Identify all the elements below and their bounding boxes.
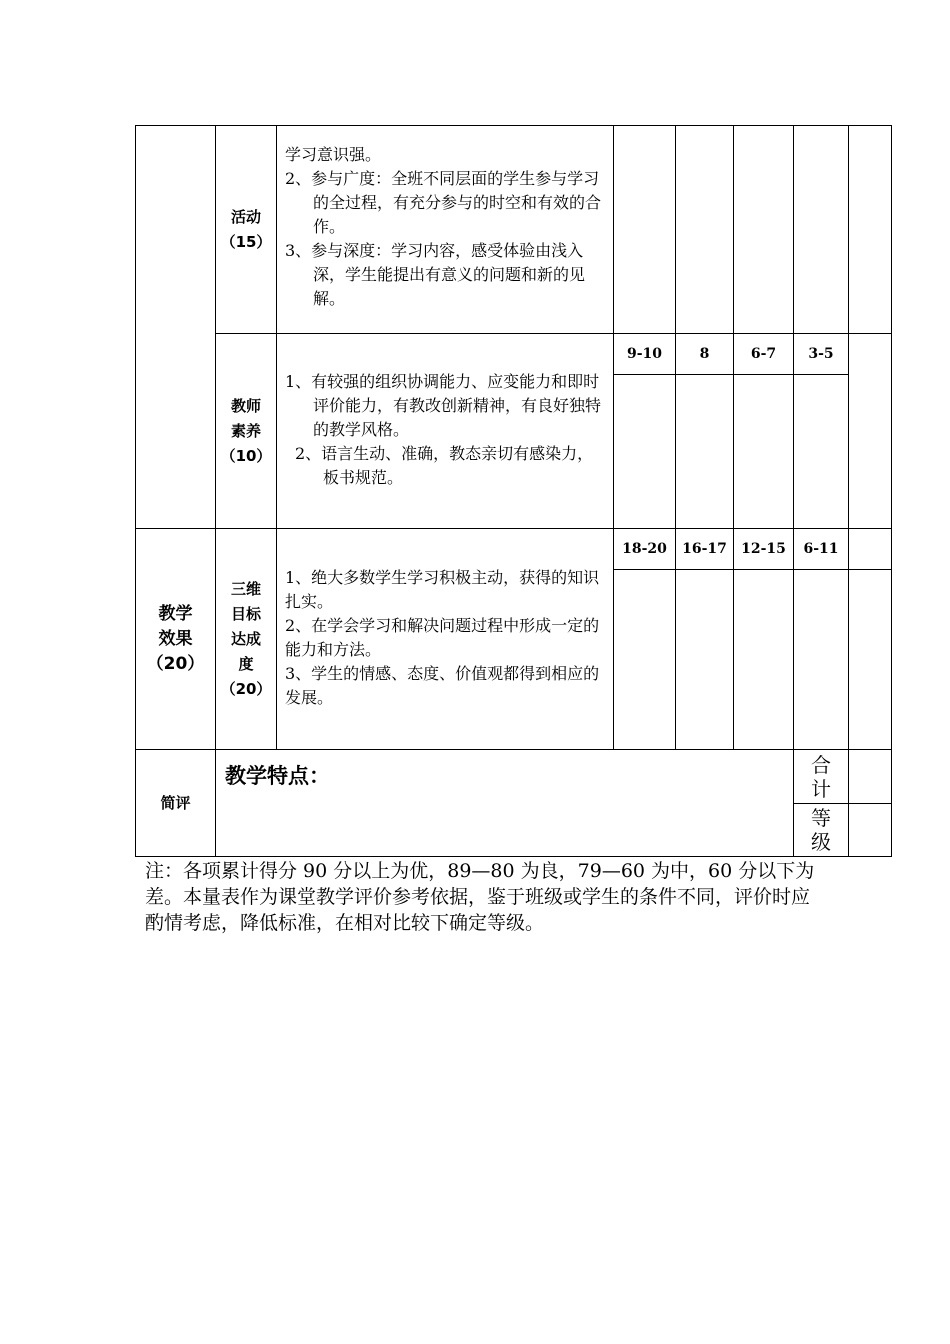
criteria-line: 2、参与广度：全班不同层面的学生参与学习的全过程，有充分参与的时空和有效的合作。: [285, 169, 602, 236]
col-divider: [733, 125, 734, 750]
col-divider: [848, 125, 849, 857]
criteria-line: 学习意识强。: [285, 145, 382, 164]
score-range: 18-20: [622, 541, 667, 557]
effect-category: 教学 效果 （20）: [146, 603, 205, 674]
teacher-label: 教师 素养 （10）: [220, 396, 272, 465]
score-range: 8: [699, 346, 710, 362]
score-range: 6-7: [750, 346, 777, 362]
footnote: 注：各项累计得分 90 分以上为优，89—80 为良，79—60 为中，60 分以下为差。本量表作为课堂教学评价参考依据，鉴于班级或学生的条件不同，评价时应酌情考虑，降低标准，在相对比较下确定等级。: [145, 860, 815, 934]
score-range: 3-5: [808, 346, 834, 362]
col-divider: [613, 125, 614, 750]
effect-criteria: [285, 566, 607, 710]
criteria-line: 2、在学会学习和解决问题过程中形成一定的能力和方法。: [285, 616, 600, 659]
score-divider: [613, 374, 848, 375]
score-range: 12-15: [741, 541, 786, 557]
criteria-line: 2、语言生动、准确，教态亲切有感染力，板书规范。: [295, 444, 594, 487]
score-range: 9-10: [626, 346, 663, 362]
effect-label: 三维 目标 达成 度 （20）: [220, 579, 272, 698]
total-label: 合 计: [811, 752, 831, 801]
table-border-bottom: [135, 856, 892, 857]
activity-criteria: [285, 143, 607, 311]
criteria-line: 1、绝大多数学生学习积极主动，获得的知识扎实。: [285, 568, 600, 611]
score-range: 6-11: [803, 541, 839, 557]
criteria-line: 3、学生的情感、态度、价值观都得到相应的发展。: [285, 664, 600, 707]
criteria-line: 1、有较强的组织协调能力、应变能力和即时评价能力，有教改创新精神，有良好独特的教学风格。: [285, 372, 602, 439]
table-border-right: [891, 125, 892, 857]
activity-label: 活动 （15）: [220, 207, 272, 251]
teacher-criteria: [285, 370, 607, 490]
row-divider: [135, 749, 892, 750]
comment-label: 简评: [160, 793, 191, 812]
col-divider: [675, 125, 676, 750]
col-divider: [276, 125, 277, 750]
teaching-features-title: 教学特点：: [225, 764, 330, 788]
score-range: 16-17: [682, 541, 727, 557]
col-divider: [793, 125, 794, 857]
criteria-line: 3、参与深度：学习内容，感受体验由浅入深，学生能提出有意义的问题和新的见解。: [285, 241, 586, 308]
score-divider: [613, 569, 892, 570]
grade-label: 等 级: [811, 806, 831, 854]
